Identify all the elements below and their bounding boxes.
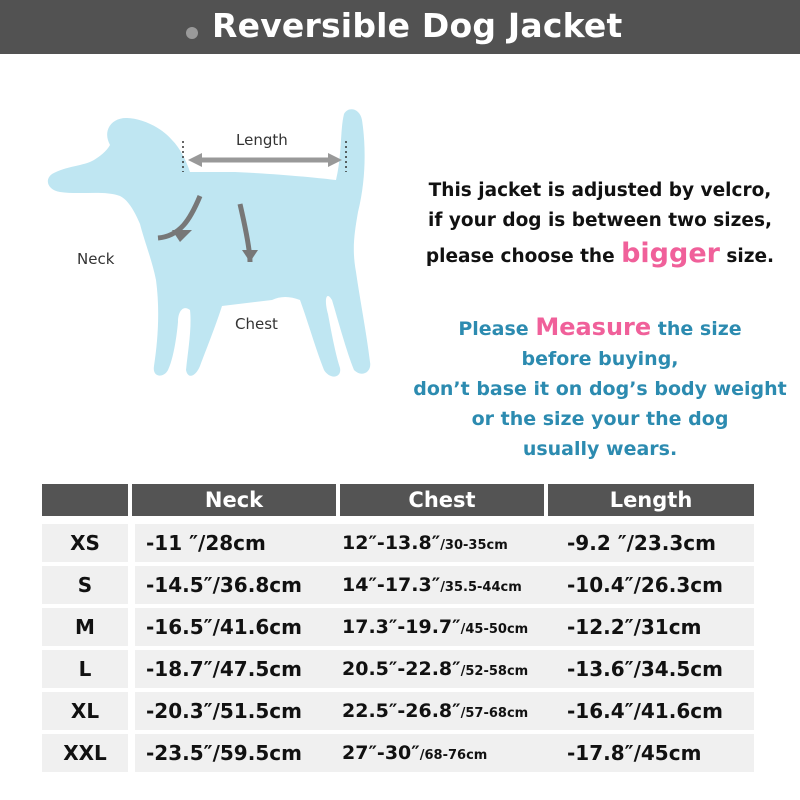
- bigger-highlight: bigger: [621, 238, 720, 269]
- table-header-length: Length: [548, 484, 754, 516]
- neck-cell: -16.5″/41.6cm: [146, 615, 302, 639]
- velcro-note: [400, 176, 800, 275]
- table-row: [42, 608, 754, 646]
- velcro-note-line1: This jacket is adjusted by velcro,: [428, 180, 772, 201]
- table-header-neck: Neck: [132, 484, 336, 516]
- chest-cell: 22.5″-26.8″/57-68cm: [342, 700, 529, 722]
- table-row: [42, 692, 754, 730]
- length-cell: -10.4″/26.3cm: [567, 573, 723, 597]
- measure-note-line1: Please Measure the size: [458, 313, 742, 341]
- neck-cell: -23.5″/59.5cm: [146, 741, 302, 765]
- table-row: [42, 566, 754, 604]
- velcro-note-line3: please choose the bigger size.: [425, 238, 775, 269]
- page-title: Reversible Dog Jacket: [212, 6, 623, 45]
- size-cell: L: [78, 657, 92, 681]
- measure-note: [400, 312, 800, 464]
- chest-cell: 20.5″-22.8″/52-58cm: [342, 658, 529, 680]
- neck-cell: -14.5″/36.8cm: [146, 573, 302, 597]
- neck-cell: -20.3″/51.5cm: [146, 699, 302, 723]
- table-row: [42, 524, 754, 562]
- chest-cell: 14″-17.3″/35.5-44cm: [342, 574, 522, 596]
- size-cell: XS: [70, 531, 100, 555]
- size-cell: XL: [70, 699, 100, 723]
- velcro-note-line2: if your dog is between two sizes,: [428, 210, 772, 231]
- length-label: Length: [236, 131, 288, 149]
- table-row: [42, 734, 754, 772]
- title-banner: [0, 0, 800, 54]
- neck-label: Neck: [77, 250, 115, 268]
- measure-note-line2: before buying,: [521, 348, 679, 370]
- table-header-size: [42, 484, 128, 516]
- chest-cell: 17.3″-19.7″/45-50cm: [342, 616, 529, 638]
- chest-cell: 27″-30″/68-76cm: [342, 742, 488, 764]
- measure-note-line5: usually wears.: [522, 438, 678, 460]
- measure-note-line4: or the size your the dog: [471, 408, 729, 430]
- length-cell: -13.6″/34.5cm: [567, 657, 723, 681]
- length-cell: -12.2″/31cm: [567, 615, 702, 639]
- table-header-chest: Chest: [340, 484, 544, 516]
- measure-note-line3: don’t base it on dog’s body weight: [413, 378, 787, 400]
- dog-silhouette-icon: [48, 109, 370, 376]
- neck-cell: -18.7″/47.5cm: [146, 657, 302, 681]
- size-cell: M: [75, 615, 95, 639]
- length-cell: -17.8″/45cm: [567, 741, 702, 765]
- table-row: [42, 650, 754, 688]
- chest-cell: 12″-13.8″/30-35cm: [342, 532, 508, 554]
- size-cell: S: [77, 573, 93, 597]
- measure-highlight: Measure: [535, 313, 652, 341]
- length-cell: -9.2 ″/23.3cm: [567, 531, 716, 555]
- length-cell: -16.4″/41.6cm: [567, 699, 723, 723]
- neck-cell: -11 ″/28cm: [146, 531, 266, 555]
- size-cell: XXL: [63, 741, 107, 765]
- bullet-dot-icon: [186, 27, 198, 39]
- chest-label: Chest: [235, 315, 278, 333]
